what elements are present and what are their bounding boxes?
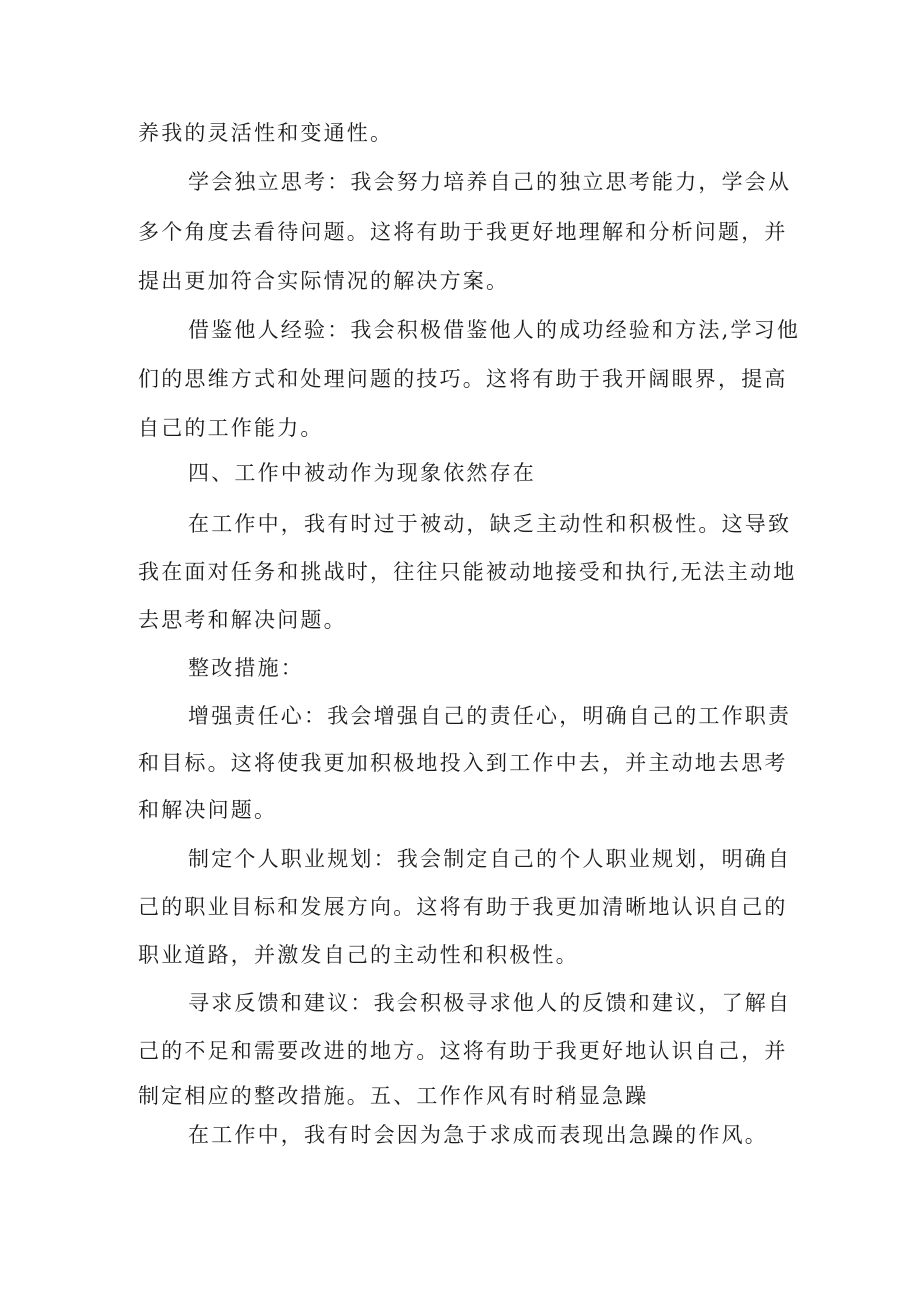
paragraph-line: 们的思维方式和处理问题的技巧。这将有助于我开阔眼界，提高 xyxy=(138,367,788,391)
paragraph-line: 制定相应的整改措施。五、工作作风有时稍显急躁 xyxy=(138,1084,649,1108)
paragraph-line: 去思考和解决问题。 xyxy=(138,608,347,632)
paragraph-line: 在工作中，我有时会因为急于求成而表现出急躁的作风。 xyxy=(188,1123,768,1147)
paragraph-line: 我在面对任务和挑战时，往往只能被动地接受和执行,无法主动地 xyxy=(138,560,797,584)
paragraph-line: 寻求反馈和建议：我会积极寻求他人的反馈和建议，了解自 xyxy=(188,991,792,1015)
paragraph-line: 职业道路，并激发自己的主动性和积极性。 xyxy=(138,943,579,967)
section-heading: 四、工作中被动作为现象依然存在 xyxy=(188,461,536,485)
paragraph-line: 在工作中，我有时过于被动，缺乏主动性和积极性。这导致 xyxy=(188,512,792,536)
paragraph-line: 借鉴他人经验：我会积极借鉴他人的成功经验和方法,学习他 xyxy=(188,318,801,342)
paragraph-line: 制定个人职业规划：我会制定自己的个人职业规划，明确自 xyxy=(188,847,792,871)
paragraph-line: 己的不足和需要改进的地方。这将有助于我更好地认识自己，并 xyxy=(138,1039,788,1063)
paragraph-line: 整改措施： xyxy=(188,656,304,680)
paragraph-line: 学会独立思考：我会努力培养自己的独立思考能力，学会从 xyxy=(188,170,792,194)
paragraph-line: 自己的工作能力。 xyxy=(138,416,324,440)
paragraph-line: 养我的灵活性和变通性。 xyxy=(138,121,394,145)
paragraph-line: 多个角度去看待问题。这将有助于我更好地理解和分析问题，并 xyxy=(138,220,788,244)
paragraph-line: 提出更加符合实际情况的解决方案。 xyxy=(138,269,510,293)
paragraph-line: 己的职业目标和发展方向。这将有助于我更加清晰地认识自己的 xyxy=(138,895,788,919)
paragraph-line: 和目标。这将使我更加积极地投入到工作中去，并主动地去思考 xyxy=(138,751,788,775)
paragraph-line: 和解决问题。 xyxy=(138,798,278,822)
paragraph-line: 增强责任心：我会增强自己的责任心，明确自己的工作职责 xyxy=(188,704,792,728)
